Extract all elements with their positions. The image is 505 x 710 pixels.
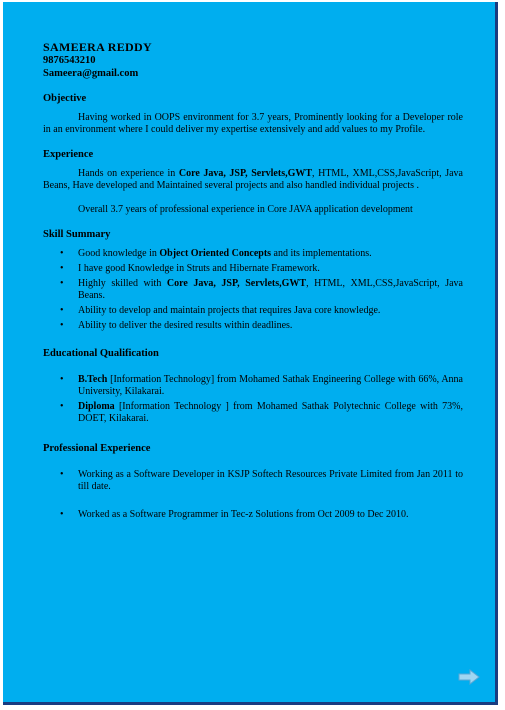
next-arrow-icon[interactable]	[457, 668, 481, 686]
skill-text: and its implementations.	[271, 248, 372, 259]
professional-heading: Professional Experience	[43, 443, 151, 454]
skill-text: Highly skilled with	[78, 278, 167, 289]
list-item	[78, 374, 463, 398]
candidate-name: SAMEERA REDDY	[43, 40, 152, 54]
professional-list	[43, 469, 463, 521]
education-heading: Educational Qualification	[43, 348, 159, 359]
list-item	[78, 401, 463, 425]
degree-name: Diploma	[78, 401, 115, 412]
skill-highlight: Object Oriented Concepts	[159, 248, 272, 259]
experience-text-end: , HTML, XML,CSS,JavaScript, Java Beans, Have developed and Maintained several projects and also handled individual projects .	[43, 168, 463, 191]
resume-content	[43, 40, 463, 524]
experience-text-start: Hands on experience in	[78, 168, 179, 179]
list-item: • Ability to deliver the desired results within deadlines.	[78, 320, 463, 332]
experience-tech-highlight: Core Java, JSP, Servlets,GWT	[178, 168, 313, 179]
objective-heading: Objective	[43, 93, 87, 104]
skill-highlight: Core Java, JSP, Servlets,GWT	[166, 278, 307, 289]
list-item: • I have good Knowledge in Struts and Hibernate Framework.	[78, 263, 463, 275]
skills-list	[43, 248, 463, 332]
degree-details: [Information Technology ] from Mohamed Sathak Polytechnic College with 73%, DOET, Kilakarai.	[78, 401, 463, 424]
list-item	[78, 278, 463, 302]
list-item: • Worked as a Software Programmer in Tec-z Solutions from Oct 2009 to Dec 2010.	[78, 509, 463, 521]
skills-heading: Skill Summary	[43, 229, 111, 240]
resume-page	[3, 2, 498, 705]
email-address: Sameera@gmail.com	[43, 68, 139, 79]
list-item: • Ability to develop and maintain projects that requires Java core knowledge.	[78, 305, 463, 317]
skill-text: Good knowledge in	[78, 248, 160, 259]
objective-text: Having worked in OOPS environment for 3.7 years, Prominently looking for a Developer role in an environment where I could deliver my expertise extensively and add values to my Profile.	[43, 112, 463, 135]
phone-number: 9876543210	[43, 55, 96, 66]
list-item: • Working as a Software Developer in KSJP Softech Resources Private Limited from Jan 2011 to till date.	[78, 469, 463, 493]
list-item	[78, 248, 463, 260]
overall-experience: Overall 3.7 years of professional experience in Core JAVA application development	[78, 204, 413, 215]
experience-paragraph	[43, 168, 463, 192]
education-list	[43, 374, 463, 425]
degree-details: [Information Technology] from Mohamed Sathak Engineering College with 66%, Anna University, Kilakarai.	[78, 374, 463, 397]
experience-heading: Experience	[43, 149, 94, 160]
degree-name: B.Tech	[78, 374, 108, 385]
skill-text: , HTML, XML,CSS,JavaScript, Java Beans.	[78, 278, 463, 301]
